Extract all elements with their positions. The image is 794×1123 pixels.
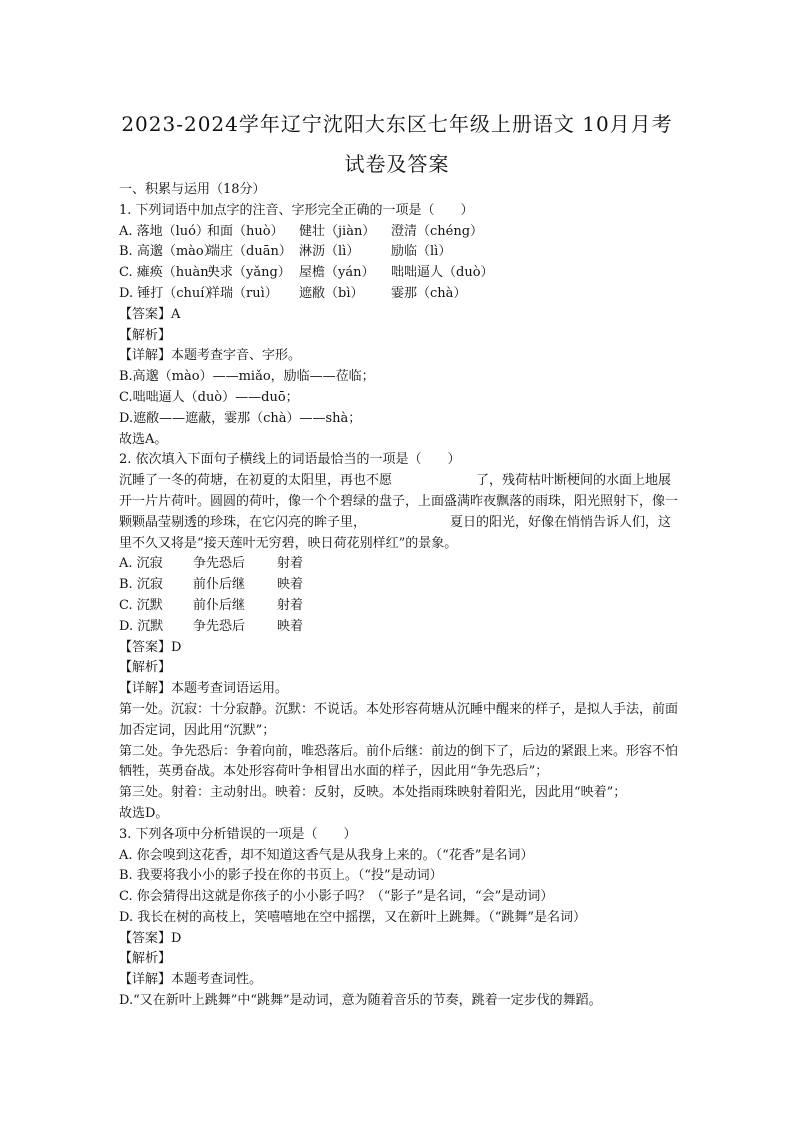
- question-3-option-b: B. 我要将我小小的影子投在你的书页上。（“投”是动词）: [119, 868, 443, 884]
- question-2-option-c: [119, 596, 679, 617]
- detail-text: 【详解】本题考查字音、字形。: [119, 348, 302, 364]
- conclusion: 故选D。: [119, 805, 169, 821]
- option-word: 射着: [277, 597, 304, 613]
- option-word: B. 沉寂: [119, 577, 163, 593]
- option-word: 前仆后继: [193, 597, 246, 613]
- document-title-line2: 试卷及答案: [344, 152, 450, 176]
- option-word: C. 瘫痪（huàn）: [119, 265, 222, 281]
- question-1-option-d: [119, 284, 679, 305]
- answer-label: 【答案】D: [119, 930, 182, 946]
- analysis-point: 第一处。沉寂：十分寂静。沉默：不说话。本处形容荷塘从沉睡中醒来的样子，是拟人手法，前面加否定词，因此用“沉默”；: [119, 701, 679, 738]
- passage-part: 夏日的阳光，好像在悄悄告诉人们，这里不久又将是“接天莲叶无穷碧，映日荷花别样红”的景象。: [119, 514, 672, 551]
- conclusion: 故选A。: [119, 431, 168, 447]
- option-word: 淋沥（lì）: [299, 244, 360, 260]
- option-word: 屋檐（yán）: [299, 265, 375, 281]
- document-title-line1: 2023-2024学年辽宁沈阳大东区七年级上册语文 10月月考: [121, 112, 673, 136]
- document-body: [119, 180, 679, 1012]
- analysis-point: B.高邈（mào）——miǎo，励临——莅临；: [119, 369, 375, 385]
- question-1-option-c: [119, 263, 679, 284]
- option-word: 遮敝（bì）: [299, 285, 364, 301]
- option-word: 祥瑞（ruì）: [207, 285, 278, 301]
- option-word: 央求（yǎng）: [207, 265, 291, 281]
- analysis-label: 【解析】: [119, 951, 172, 967]
- detail-text: 【详解】本题考查词语运用。: [119, 681, 289, 697]
- option-word: 前仆后继: [193, 577, 246, 593]
- option-word: B. 高邈（mào）: [119, 244, 217, 260]
- option-word: 澄清（chéng）: [391, 223, 484, 239]
- option-word: A. 沉寂: [119, 556, 163, 572]
- option-word: 和面（huò）: [207, 223, 284, 239]
- question-2-option-b: [119, 575, 679, 596]
- question-3-option-c: C. 你会猜得出这就是你孩子的小小影子吗？（“影子”是名词，“会”是动词）: [119, 889, 554, 905]
- question-3-option-d: D. 我长在树的高枝上，笑嘻嘻地在空中摇摆，又在新叶上跳舞。（“跳舞”是名词）: [119, 909, 587, 925]
- analysis-point: 第二处。争先恐后：争着向前，唯恐落后。前仆后继：前边的倒下了，后边的紧跟上来。形容不怕牺牲，英勇奋战。本处形容荷叶争相冒出水面的样子，因此用“争先恐后”；: [119, 743, 679, 780]
- option-word: D. 锤打（chuí）: [119, 285, 218, 301]
- option-word: 健壮（jiàn）: [299, 223, 376, 239]
- passage-part: 了，残荷枯叶断梗间的水面上地展开一片片荷叶。圆圆的荷叶，像一个个碧绿的盘子，上面盛满昨夜飘落的雨珠，阳光照射下，像一颗颗晶莹剔透的珍珠，在它闪亮的眸子里，: [119, 473, 679, 530]
- answer-label: 【答案】D: [119, 639, 182, 655]
- option-word: 映着: [277, 618, 304, 634]
- question-2-passage: [119, 471, 679, 554]
- option-word: 射着: [277, 556, 304, 572]
- question-1-option-a: [119, 222, 679, 243]
- passage-part: 沉睡了一冬的荷塘，在初夏的太阳里，再也不愿: [119, 473, 393, 489]
- option-word: C. 沉默: [119, 597, 163, 613]
- analysis-label: 【解析】: [119, 327, 172, 343]
- section-heading: 一、积累与运用（18分）: [119, 182, 266, 197]
- analysis-point: C.咄咄逼人（duò）——duō；: [119, 389, 299, 405]
- question-3-option-a: A. 你会嗅到这花香，却不知道这香气是从我身上来的。（“花香”是名词）: [119, 847, 534, 863]
- option-word: 端庄（duān）: [207, 244, 292, 260]
- option-word: 霎那（chà）: [391, 285, 467, 301]
- question-1-option-b: [119, 242, 679, 263]
- answer-label: 【答案】A: [119, 306, 181, 322]
- option-word: 争先恐后: [193, 556, 246, 572]
- option-word: 励临（lì）: [391, 244, 452, 260]
- option-word: 争先恐后: [193, 618, 246, 634]
- detail-text: 【详解】本题考查词性。: [119, 972, 263, 988]
- analysis-point: D.“又在新叶上跳舞”中“跳舞”是动词，意为随着音乐的节奏，跳着一定步伐的舞蹈。: [119, 993, 602, 1009]
- option-word: 映着: [277, 577, 304, 593]
- question-2-option-d: [119, 617, 679, 638]
- option-word: A. 落地（luó）: [119, 223, 210, 239]
- question-3-stem: 3. 下列各项中分析错误的一项是（ ）: [119, 826, 357, 842]
- analysis-point: D.遮敝——遮蔽，霎那（chà）——shà；: [119, 410, 362, 426]
- question-1-stem: 1. 下列词语中加点字的注音、字形完全正确的一项是（ ）: [119, 202, 474, 218]
- analysis-label: 【解析】: [119, 660, 172, 676]
- option-word: 咄咄逼人（duò）: [391, 265, 494, 281]
- question-2-option-a: [119, 554, 679, 575]
- question-2-stem: 2. 依次填入下面句子横线上的词语最恰当的一项是（ ）: [119, 452, 461, 468]
- analysis-point: 第三处。射着：主动射出。映着：反射，反映。本处指雨珠映射着阳光，因此用“映着”；: [119, 785, 627, 801]
- option-word: D. 沉默: [119, 618, 164, 634]
